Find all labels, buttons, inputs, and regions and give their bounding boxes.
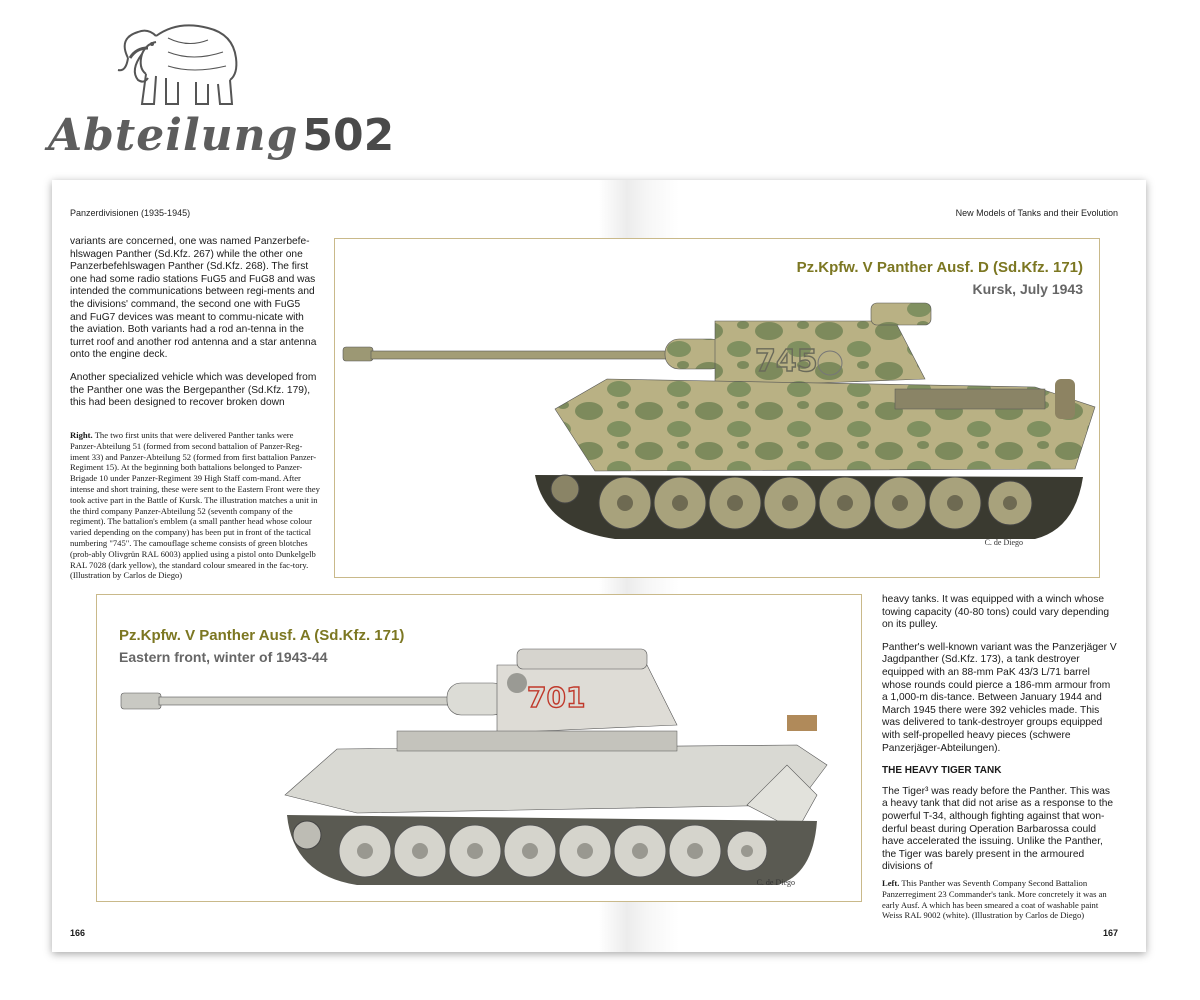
plate-subtitle-a: Eastern front, winter of 1943-44 <box>119 649 328 665</box>
left-caption <box>70 430 320 581</box>
logo-number: 502 <box>302 110 395 161</box>
caption-body-left: This Panther was Seventh Company Second Battalion Panzerregiment 23 Commander's tank. More concretely it was an early Ausf. A which has been smeared a coat of washable paint Weiss RAL 9002 (white). (Illustration by Carlos de Diego) <box>882 878 1107 921</box>
caption-lead-right: Right. <box>70 430 93 440</box>
left-paragraph-1: variants are concerned, one was named Panzerbefe-hlswagen Panther (Sd.Kfz. 267) while the other one Panzerbefehlswagen Panther (Sd.Kfz. 268). The first one had some radio stations FuG5 and FuG8 and was intended the communications between regi-ments and the divisions' command, the second one with FuG5 and FuG7 devices was meant to commu-nicate with the aviation. Both variants had a rod an-tenna in the turret roof and another rod antenna and a star antenna onto the engine deck. <box>70 236 317 361</box>
caption-lead-left: Left. <box>882 878 900 888</box>
right-caption <box>882 878 1118 921</box>
credit-top: C. de Diego <box>984 538 1023 547</box>
plate-panther-d <box>334 238 1100 578</box>
left-body-text <box>70 236 318 420</box>
book-spread <box>52 180 1146 952</box>
plate-title-d: Pz.Kpfw. V Panther Ausf. D (Sd.Kfz. 171) <box>796 259 1083 276</box>
page-number-left: 166 <box>70 928 86 938</box>
running-head-left: Panzerdivisionen (1935-1945) <box>70 208 191 218</box>
caption-body-right: The two first units that were delivered Panther tanks were Panzer-Abteilung 51 (formed from second battalion of Panzer-Reg-iment 33) and Panzer-Abteilung 52 (formed from first battalion Panzer-Regiment 15). At the beginning both battalions belonged to Panzer-Brigade 10 under Panzer-Regiment 39 High Staff com-mand. After intense and short training, these were sent to the Eastern Front were they took active part in the Battle of Kursk. The illustration matches a unit in the third company Panzer-Abteilung 52 (seventh company of the regiment). The battalion's emblem (a small panther head whose colour varied depending on the company) has been put in front of the tactical numbering "745". The camouflage scheme consists of green blotches (prob-ably Olivgrün RAL 6003) applied using a pistol onto Dunkelgelb RAL 7028 (dark yellow), the standard colour smeared in the fac-tory. (Illustration by Carlos de Diego) <box>70 430 320 581</box>
left-paragraph-2: Another specialized vehicle which was developed from the Panther one was the Bergepanther (Sd.Kfz. 179), this had been designed to recover broken down <box>70 371 317 409</box>
credit-bottom: C. de Diego <box>756 878 795 887</box>
plate-subtitle-d: Kursk, July 1943 <box>972 281 1083 297</box>
logo-wordmark <box>48 110 394 161</box>
plate-panther-a <box>96 594 862 902</box>
logo-word: Abteilung <box>48 110 299 161</box>
right-body-text <box>882 594 1118 884</box>
right-paragraph-2: Panther's well-known variant was the Panzerjäger V Jagdpanther (Sd.Kfz. 173), a tank destroyer equipped with an 88-mm PaK 43/3 L/71 barrel whose rounds could pierce a 186-mm armour from a 1,000-m dis-tance. Between January 1944 and March 1945 there were 392 vehicles made. This was delivered to tank-destroyer groups equipped with self-propelled heavy pieces (schwere Panzerjäger-Abteilungen). <box>882 641 1117 754</box>
tank-number-701: 701 <box>527 681 586 714</box>
running-head-right: New Models of Tanks and their Evolution <box>955 208 1118 218</box>
panther-d-illustration <box>335 239 1099 577</box>
tank-number-745: 745 <box>755 344 818 379</box>
right-paragraph-3: The Tiger³ was ready before the Panther. This was a heavy tank that did not arise as a response to the powerful T-34, although fighting against that won-derful beast during Operation Barbarossa could have accelerated the issuing. Unlike the Panther, the Tiger was barely present in the armoured divisions of <box>882 785 1114 873</box>
mammoth-icon <box>108 18 248 110</box>
panther-a-illustration <box>97 595 861 901</box>
page-number-right: 167 <box>1102 928 1118 938</box>
right-paragraph-1: heavy tanks. It was equipped with a winch whose towing capacity (40-80 tons) could vary depending on its pulley. <box>882 594 1110 631</box>
section-heading-tiger: THE HEAVY TIGER TANK <box>882 765 1002 777</box>
plate-title-a: Pz.Kpfw. V Panther Ausf. A (Sd.Kfz. 171) <box>119 627 405 644</box>
publisher-logo <box>48 18 395 161</box>
